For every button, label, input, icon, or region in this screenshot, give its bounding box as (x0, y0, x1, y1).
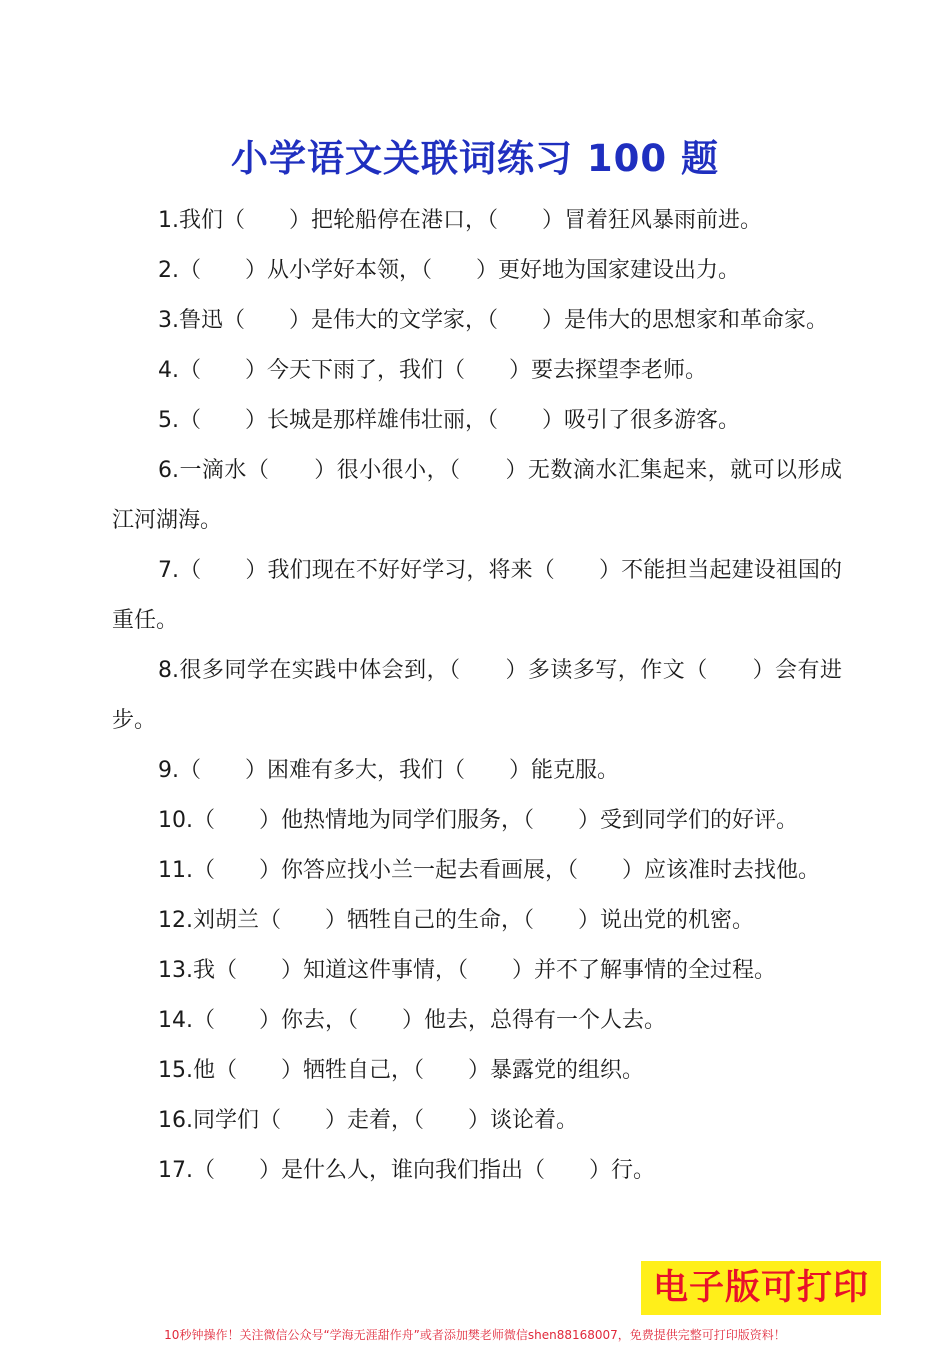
question-item: 7.（ ）我们现在不好好学习，将来（ ）不能担当起建设祖国的重任。 (112, 558, 842, 633)
question-item: 11.（ ）你答应找小兰一起去看画展，（ ）应该准时去找他。 (158, 858, 820, 883)
question-item: 15.他（ ）牺牲自己，（ ）暴露党的组织。 (158, 1058, 644, 1083)
question-item: 16.同学们（ ）走着，（ ）谈论着。 (158, 1108, 578, 1133)
question-item: 17.（ ）是什么人，谁向我们指出（ ）行。 (158, 1158, 655, 1183)
question-item: 5.（ ）长城是那样雄伟壮丽，（ ）吸引了很多游客。 (158, 408, 740, 433)
footer-note: 10秒钟操作！关注微信公众号“学海无涯甜作舟”或者添加樊老师微信shen88168007，免费提供完整可打印版资料！ (164, 1328, 786, 1342)
question-item: 1.我们（ ）把轮船停在港口，（ ）冒着狂风暴雨前进。 (158, 208, 762, 233)
question-item: 12.刘胡兰（ ）牺牲自己的生命，（ ）说出党的机密。 (158, 908, 754, 933)
question-item: 6.一滴水（ ）很小很小，（ ）无数滴水汇集起来，就可以形成江河湖海。 (112, 458, 842, 533)
question-item: 3.鲁迅（ ）是伟大的文学家，（ ）是伟大的思想家和革命家。 (158, 308, 828, 333)
printable-banner: 电子版可打印 (641, 1261, 881, 1315)
question-item: 8.很多同学在实践中体会到，（ ）多读多写，作文（ ）会有进步。 (112, 658, 842, 733)
question-item: 9.（ ）困难有多大，我们（ ）能克服。 (158, 758, 619, 783)
question-item: 4.（ ）今天下雨了，我们（ ）要去探望李老师。 (158, 358, 707, 383)
page-title: 小学语文关联词练习 100 题 (231, 137, 719, 180)
question-item: 14.（ ）你去，（ ）他去，总得有一个人去。 (158, 1008, 666, 1033)
question-item: 2.（ ）从小学好本领，（ ）更好地为国家建设出力。 (158, 258, 740, 283)
question-list (112, 196, 842, 1196)
question-item: 13.我（ ）知道这件事情，（ ）并不了解事情的全过程。 (158, 958, 776, 983)
question-item: 10.（ ）他热情地为同学们服务，（ ）受到同学们的好评。 (158, 808, 798, 833)
